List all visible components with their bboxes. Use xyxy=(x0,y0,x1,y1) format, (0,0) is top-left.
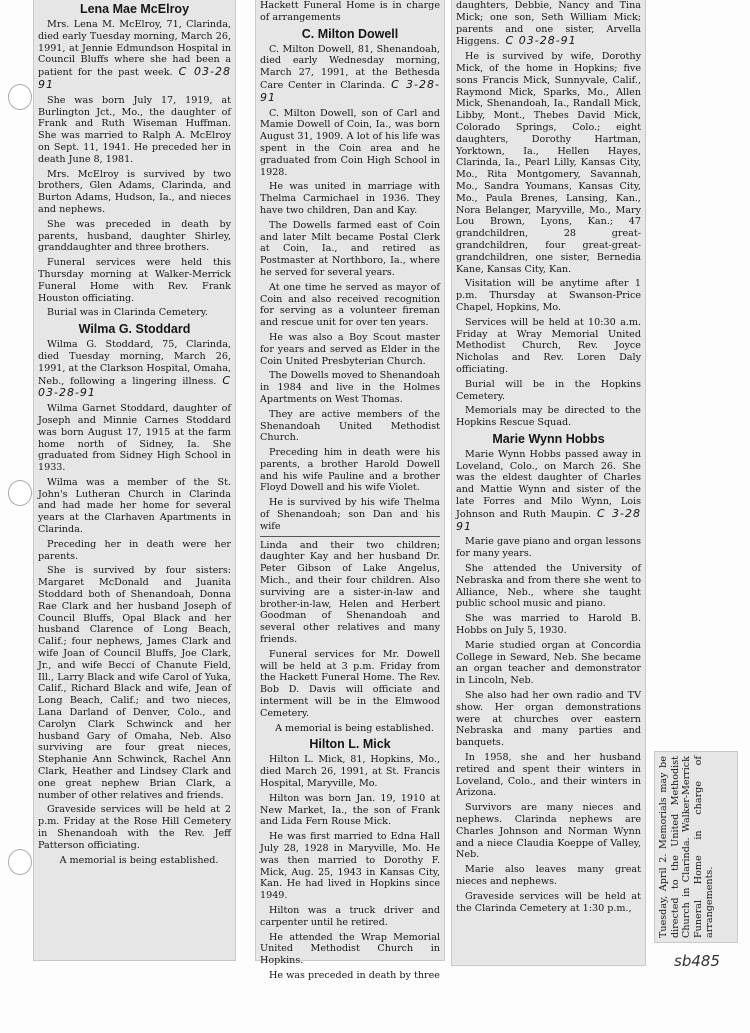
obituary-paragraph: She attended the University of Nebraska and from there she went to Alliance, Neb., where she taught public school music and piano. xyxy=(456,563,641,610)
obituary-title: Lena Mae McElroy xyxy=(79,2,190,16)
obituary-paragraph: Linda and their two children; daughter Kay and her husband Dr. Peter Gibson of Lake Angelus, Mich., and their four children. Also surviving are a sister-in-law and brother-in-law, Helen and Herbert Goodman of Shenandoah and several other relatives and many friends. xyxy=(260,539,440,646)
obituary-paragraph: Marie gave piano and organ lessons for many years. xyxy=(456,536,641,560)
obituary-paragraph: They are active members of the Shenandoah United Methodist Church. xyxy=(260,408,440,444)
obituary-paragraph: He was also a Boy Scout master for years and served as Elder in the Coin United Presbyterian Church. xyxy=(260,331,440,367)
obituary-paragraph: Mrs. Lena M. McElroy, 71, Clarinda, died early Tuesday morning, March 26, 1991, at Jennie Edmundson Hospital in Council Bluffs where she had been a patient for the past week. C 03-28 91 xyxy=(38,19,232,91)
obituary-paragraph: The Dowells farmed east of Coin and later Milt became Postal Clerk at Coin, Ia., and retired as Postmaster at Northboro, Ia., where he served for several years. xyxy=(260,219,440,278)
obituary-paragraph: Marie studied organ at Concordia College in Seward, Neb. She became an organ teacher and demonstrator in Lincoln, Neb. xyxy=(456,639,641,687)
obituary-paragraph: At one time he served as mayor of Coin and also received recognition for serving as a volunteer fireman and rescue unit for over ten years. xyxy=(260,281,440,329)
obituary-title: Marie Wynn Hobbs xyxy=(492,431,605,446)
reference-number: sb485 xyxy=(674,952,720,970)
obituary-paragraph: Hilton was born Jan. 19, 1910 at New Market, Ia., the son of Frank and Lida Fern Rouse Mick. xyxy=(260,792,440,828)
punch-hole xyxy=(8,480,32,506)
obituary-paragraph: Survivors are many nieces and nephews. Clarinda nephews are Charles Johnson and Norman Wynn and a niece Claudia Koeppe of Valley, Neb. xyxy=(456,802,641,861)
date-stamp: C 3-28-91 xyxy=(260,77,440,104)
obituary-paragraph: The Dowells moved to Shenandoah in 1984 and live in the Holmes Apartments on West Thomas. xyxy=(260,370,440,405)
obituary-paragraph: Hackett Funeral Home is in charge of arrangements xyxy=(260,0,440,23)
obituary-paragraph: Preceding her in death were her parents. xyxy=(38,538,231,562)
obituary-paragraph: He was preceded in death by three xyxy=(269,969,440,981)
obituary-paragraph: He is survived by wife, Dorothy Mick, of the home in Hopkins; five sons Francis Mick, Sunnyvale, Calif., Raymond Mick, Sparks, Mo., Allen Mick, Shenandoah, Ia., Randall Mick, Libby, Mont., Thebes David Mick, Colorado Springs, Colo.; eight daughters, Dorothy Hartman, Yorktown, Ia., Hellen Hayes, Clarinda, Ia., Pearl Lilly, Kansas City, Mo., Rita Montgomery, Savannah, Mo., Sandra Youmans, Kansas City, Mo., Paula Brenes, Lansing, Kan., Nora Belanger, Maryville, Mo., Mary Lou Brown, Lyons, Kan.; 47 grandchildren, 28 great-grandchildren, four great-great-grandchildren, one sister, Bernedia Kane, Kansas City, Kan. xyxy=(456,51,641,275)
obituary-paragraph: She also had her own radio and TV show. Her organ demonstrations were at churches over eastern Nebraska and many parties and banquets. xyxy=(456,690,641,749)
obituary-paragraph: Mrs. McElroy is survived by two brothers, Glen Adams, Clarinda, and Burton Adams, Hudson, Ia., and nieces and nephews. xyxy=(38,168,231,215)
obituary-paragraph: She was born July 17, 1919, at Burlington Jct., Mo., the daughter of Frank and Ruth Wiseman Huffman. She was married to Ralph A. McElroy on Sept. 11, 1941. He preceded her in death June 8, 1981. xyxy=(38,94,231,165)
obituary-paragraph: Graveside services will be held at 2 p.m. Friday at the Rose Hill Cemetery in Shenandoah with the Rev. Jeff Patterson officiating. xyxy=(38,804,231,851)
obituary-paragraph: He attended the Wrap Memorial United Methodist Church in Hopkins. xyxy=(260,931,440,967)
obituary-paragraph: He was united in marriage with Thelma Carmichael in 1936. They have two children, Dan and Kay. xyxy=(260,181,440,216)
obituary-title: C. Milton Dowell xyxy=(301,26,399,41)
obituary-paragraph: In 1958, she and her husband retired and spent their winters in Loveland, Colo., and their winters in Arizona. xyxy=(456,752,641,799)
date-stamp: C 3-28 91 xyxy=(456,506,641,533)
obituary-paragraph: A memorial is being established. xyxy=(59,854,219,866)
obituary-paragraph: Funeral services for Mr. Dowell will be held at 3 p.m. Friday from the Hackett Funeral Home. The Rev. Bob D. Davis will officiate and interment will be in the Elmwood Cemetery. xyxy=(260,648,440,719)
obituary-paragraph: C. Milton Dowell, 81, Shenandoah, died early Wednesday morning, March 27, 1991, at the Bethesda Care Center in Clarinda. C 3-28-91 xyxy=(260,43,440,104)
clipping-column-1 xyxy=(34,0,235,960)
obituary-paragraph: Hilton L. Mick, 81, Hopkins, Mo., died March 26, 1991, at St. Francis Hospital, Maryville, Mo. xyxy=(260,754,440,790)
clipping-column-3 xyxy=(452,0,645,965)
obituary-paragraph: She is survived by four sisters: Margaret McDonald and Juanita Stoddard both of Shenandoah, Donna Rae Clark and her husband Joseph of Council Bluffs, Opal Black and her husband Clarence of Long Beach, Calif.; four nephews, James Clark and wife Joan of Council Bluffs, Joe Clark, Jr., and wife Becci of Chanute Field, Ill., Larry Black and wife Carol of Yuka, Calif., Richard Black and wife, Jean of Long Beach, Calif.; and two nieces, Lana Darland of Denver, Colo., and Carolyn Clark Schwinck and her husband Gary of Omaha, Neb. Also surviving are four great nieces, Stephanie Ann Schwinck, Rachel Ann Clark, Heather and Lindsey Clark and one great nephew Brian Clark, a number of other relatives and friends. xyxy=(38,565,231,801)
obituary-paragraph: Memorials may be directed to the Hopkins Rescue Squad. xyxy=(456,405,641,429)
date-stamp: C 03-28-91 xyxy=(505,34,577,48)
obituary-title: Wilma G. Stoddard xyxy=(78,322,191,337)
obituary-paragraph: Graveside services will be held at the Clarinda Cemetery at 1:30 p.m., xyxy=(456,890,641,914)
obituary-paragraph: Preceding him in death were his parents, a brother Harold Dowell and his wife Pauline and a brother Floyd Dowell and his wife Violet. xyxy=(260,447,440,494)
obituary-paragraph: Wilma G. Stoddard, 75, Clarinda, died Tuesday morning, March 26, 1991, at the Clarkson Hospital, Omaha, Neb., following a lingering illness. C 03-28-91 xyxy=(38,339,232,400)
obituary-paragraph: Hilton was a truck driver and carpenter until he retired. xyxy=(260,904,440,928)
obituary-paragraph: Services will be held at 10:30 a.m. Friday at Wray Memorial United Methodist Church, Rev. Joyce Nicholas and Rev. Loren Daly officiating. xyxy=(456,316,641,375)
rotated-clipping xyxy=(655,752,737,942)
obituary-paragraph: She was preceded in death by parents, husband, daughter Shirley, granddaughter and three brothers. xyxy=(38,218,231,254)
obituary-paragraph: He was first married to Edna Hall July 28, 1928 in Maryville, Mo. He was then married to Dorothy F. Mick, Aug. 25, 1943 in Kansas City, Kan. He had lived in Hopkins since 1949. xyxy=(260,831,440,902)
obituary-paragraph: Marie also leaves many great nieces and nephews. xyxy=(456,864,641,887)
obituary-paragraph: He is survived by his wife Thelma of Shenandoah; son Dan and his wife xyxy=(260,497,440,532)
clipping-column-2 xyxy=(256,0,444,981)
obituary-paragraph: A memorial is being established. xyxy=(275,722,434,734)
obituary-paragraph: daughters, Debbie, Nancy and Tina Mick; one son, Seth William Mick; parents and one sister, Arvella Higgens. C 03-28-91 xyxy=(456,0,641,48)
rotated-clipping-text: Tuesday, April 2. Memorials may be directed to the United Methodist Church in Clarinda. Walker-Merrick Funeral Home in charge of arrangements. xyxy=(658,756,716,938)
date-stamp: C 03-28-91 xyxy=(38,373,231,400)
punch-hole xyxy=(8,849,32,875)
date-stamp: C 03-28 91 xyxy=(38,65,232,91)
obituary-paragraph: Visitation will be anytime after 1 p.m. Thursday at Swanson-Price Chapel, Hopkins, Mo. xyxy=(456,278,641,313)
obituary-title: Hilton L. Mick xyxy=(309,737,391,752)
obituary-paragraph: She was married to Harold B. Hobbs on July 5, 1930. xyxy=(456,613,641,637)
obituary-paragraph: Burial was in Clarinda Cemetery. xyxy=(47,307,208,319)
obituary-paragraph: Burial will be in the Hopkins Cemetery. xyxy=(456,378,641,402)
clipping-divider xyxy=(260,536,440,537)
obituary-paragraph: Wilma was a member of the St. John's Lutheran Church in Clarinda and had made her home for several years at the Clarhaven Apartments in Clarinda. xyxy=(38,476,231,536)
punch-hole xyxy=(8,84,32,110)
obituary-paragraph: Marie Wynn Hobbs passed away in Loveland, Colo., on March 26. She was the eldest daughter of Charles and Mattie Wynn and sister of the late Forres and Milo Wynn, Lois Johnson and Ruth Maupin. C 3-28 91 xyxy=(456,448,641,533)
obituary-paragraph: C. Milton Dowell, son of Carl and Mamie Dowell of Coin, Ia., was born August 31, 1909. A lot of his life was spent in the Coin area and he graduated from Coin High School in 1928. xyxy=(260,107,440,178)
obituary-paragraph: Wilma Garnet Stoddard, daughter of Joseph and Minnie Carnes Stoddard was born August 17, 1915 at the farm home north of Sidney, Ia. She graduated from Sidney High School in 1933. xyxy=(38,403,231,474)
obituary-paragraph: Funeral services were held this Thursday morning at Walker-Merrick Funeral Home with Rev. Frank Houston officiating. xyxy=(38,257,231,304)
